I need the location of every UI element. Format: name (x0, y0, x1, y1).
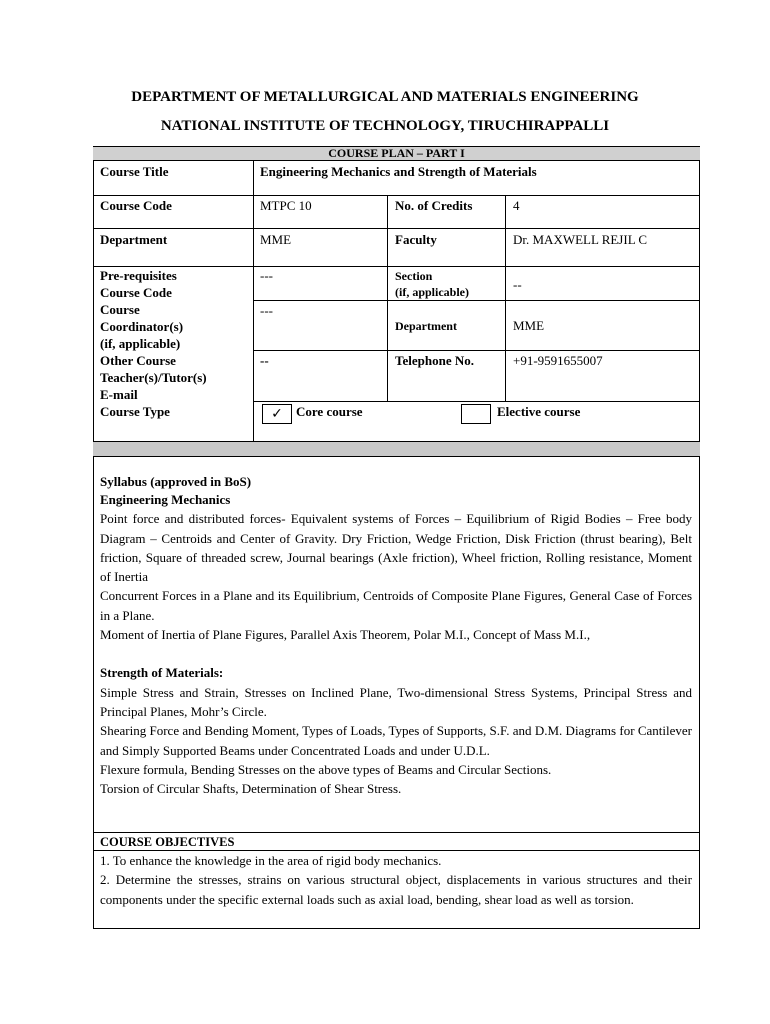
course-type-label: Course Type (100, 404, 170, 419)
faculty-value: Dr. MAXWELL REJIL C (513, 232, 648, 247)
row-divider (93, 832, 700, 833)
coordinator-value: --- (260, 303, 273, 318)
syllabus-paragraph: Moment of Inertia of Plane Figures, Parallel Axis Theorem, Polar M.I., Concept of Mass M.I., (100, 627, 591, 643)
row-divider (253, 300, 700, 301)
other-teacher-label-line2: Teacher(s)/Tutor(s) (100, 370, 207, 385)
strength-of-materials-heading: Strength of Materials: (100, 665, 224, 681)
institute-heading: NATIONAL INSTITUTE OF TECHNOLOGY, TIRUCHIRAPPALLI (160, 118, 610, 134)
course-title-label: Course Title (100, 164, 169, 179)
core-course-checkbox[interactable] (262, 404, 292, 424)
row-divider (93, 228, 700, 229)
column-divider (387, 195, 388, 401)
other-teacher-value: -- (260, 353, 269, 368)
check-icon: ✓ (271, 406, 283, 422)
column-divider (253, 161, 254, 441)
course-title-value: Engineering Mechanics and Strength of Materials (260, 164, 537, 179)
elective-course-label: Elective course (497, 404, 581, 419)
credits-label: No. of Credits (395, 198, 473, 213)
course-code-value: MTPC 10 (260, 198, 312, 213)
syllabus-paragraph: Shearing Force and Bending Moment, Types of Loads, Types of Supports, S.F. and D.M. Diagrams for Cantilever and Simply Supported Beams under Concentrated Loads and under U.D.L. (100, 723, 692, 758)
table-border-bottom (93, 928, 700, 929)
department-heading: DEPARTMENT OF METALLURGICAL AND MATERIALS ENGINEERING (131, 89, 639, 105)
prereq-value: --- (260, 268, 273, 283)
other-teacher-label-line1: Other Course (100, 353, 176, 368)
coord-department-label: Department (395, 319, 457, 333)
objective-item: 2. Determine the stresses, strains on various structural object, displacements in various structures and their components under the specific external loads such as axial load, bending, shear load as well as torsion. (100, 872, 692, 907)
section-label-line2: (if, applicable) (395, 285, 469, 299)
course-code-label: Course Code (100, 198, 172, 213)
other-teacher-label-line3: E-mail (100, 387, 138, 402)
column-divider (505, 195, 506, 401)
objectives-content (100, 851, 692, 909)
telephone-value: +91-9591655007 (513, 353, 603, 368)
objectives-title: COURSE OBJECTIVES (100, 835, 235, 849)
department-value: MME (260, 232, 292, 247)
coordinator-label-line1: Course (100, 302, 140, 317)
telephone-label: Telephone No. (395, 353, 474, 368)
table-border-right (699, 146, 700, 929)
row-divider (93, 266, 700, 267)
table-border-left (93, 146, 94, 929)
syllabus-content (100, 490, 692, 798)
coord-department-value: MME (513, 318, 545, 333)
coordinator-label-line3: (if, applicable) (100, 336, 181, 351)
row-divider (253, 401, 700, 402)
credits-value: 4 (513, 198, 520, 213)
section-value: -- (513, 277, 522, 292)
prereq-label-line1: Pre-requisites (100, 268, 177, 283)
syllabus-paragraph: Simple Stress and Strain, Stresses on Inclined Plane, Two-dimensional Stress Systems, Principal Stress and Principal Planes, Mohr’s Circle. (100, 684, 692, 719)
engineering-mechanics-heading: Engineering Mechanics (100, 492, 231, 507)
syllabus-title: Syllabus (approved in BoS) (100, 474, 252, 489)
prereq-label-line2: Course Code (100, 285, 172, 300)
section-separator-bar (93, 441, 700, 457)
row-divider (93, 195, 700, 196)
objective-item: 1. To enhance the knowledge in the area of rigid body mechanics. (100, 853, 442, 868)
elective-course-checkbox[interactable] (461, 404, 491, 424)
department-label: Department (100, 232, 168, 247)
syllabus-paragraph: Concurrent Forces in a Plane and its Equilibrium, Centroids of Composite Plane Figures, General Case of Forces in a Plane. (100, 588, 692, 623)
row-divider (253, 350, 700, 351)
faculty-label: Faculty (395, 232, 437, 247)
core-course-label: Core course (296, 404, 363, 419)
course-plan-part-title: COURSE PLAN – PART I (93, 146, 700, 161)
syllabus-paragraph: Point force and distributed forces- Equivalent systems of Forces – Equilibrium of Rigid Bodies – Free body Diagram – Centroids and Center of Gravity. Dry Friction, Wedge Friction, Disk Friction (thrust bearing), Belt friction, Square of threaded screw, Journal bearings (Axle friction), Wheel friction, Rolling resistance, Moment of Inertia (100, 511, 692, 585)
syllabus-paragraph: Torsion of Circular Shafts, Determination of Shear Stress. (100, 781, 402, 797)
coordinator-label-line2: Coordinator(s) (100, 319, 184, 334)
section-label-line1: Section (395, 269, 433, 283)
syllabus-paragraph: Flexure formula, Bending Stresses on the above types of Beams and Circular Sections. (100, 761, 552, 777)
